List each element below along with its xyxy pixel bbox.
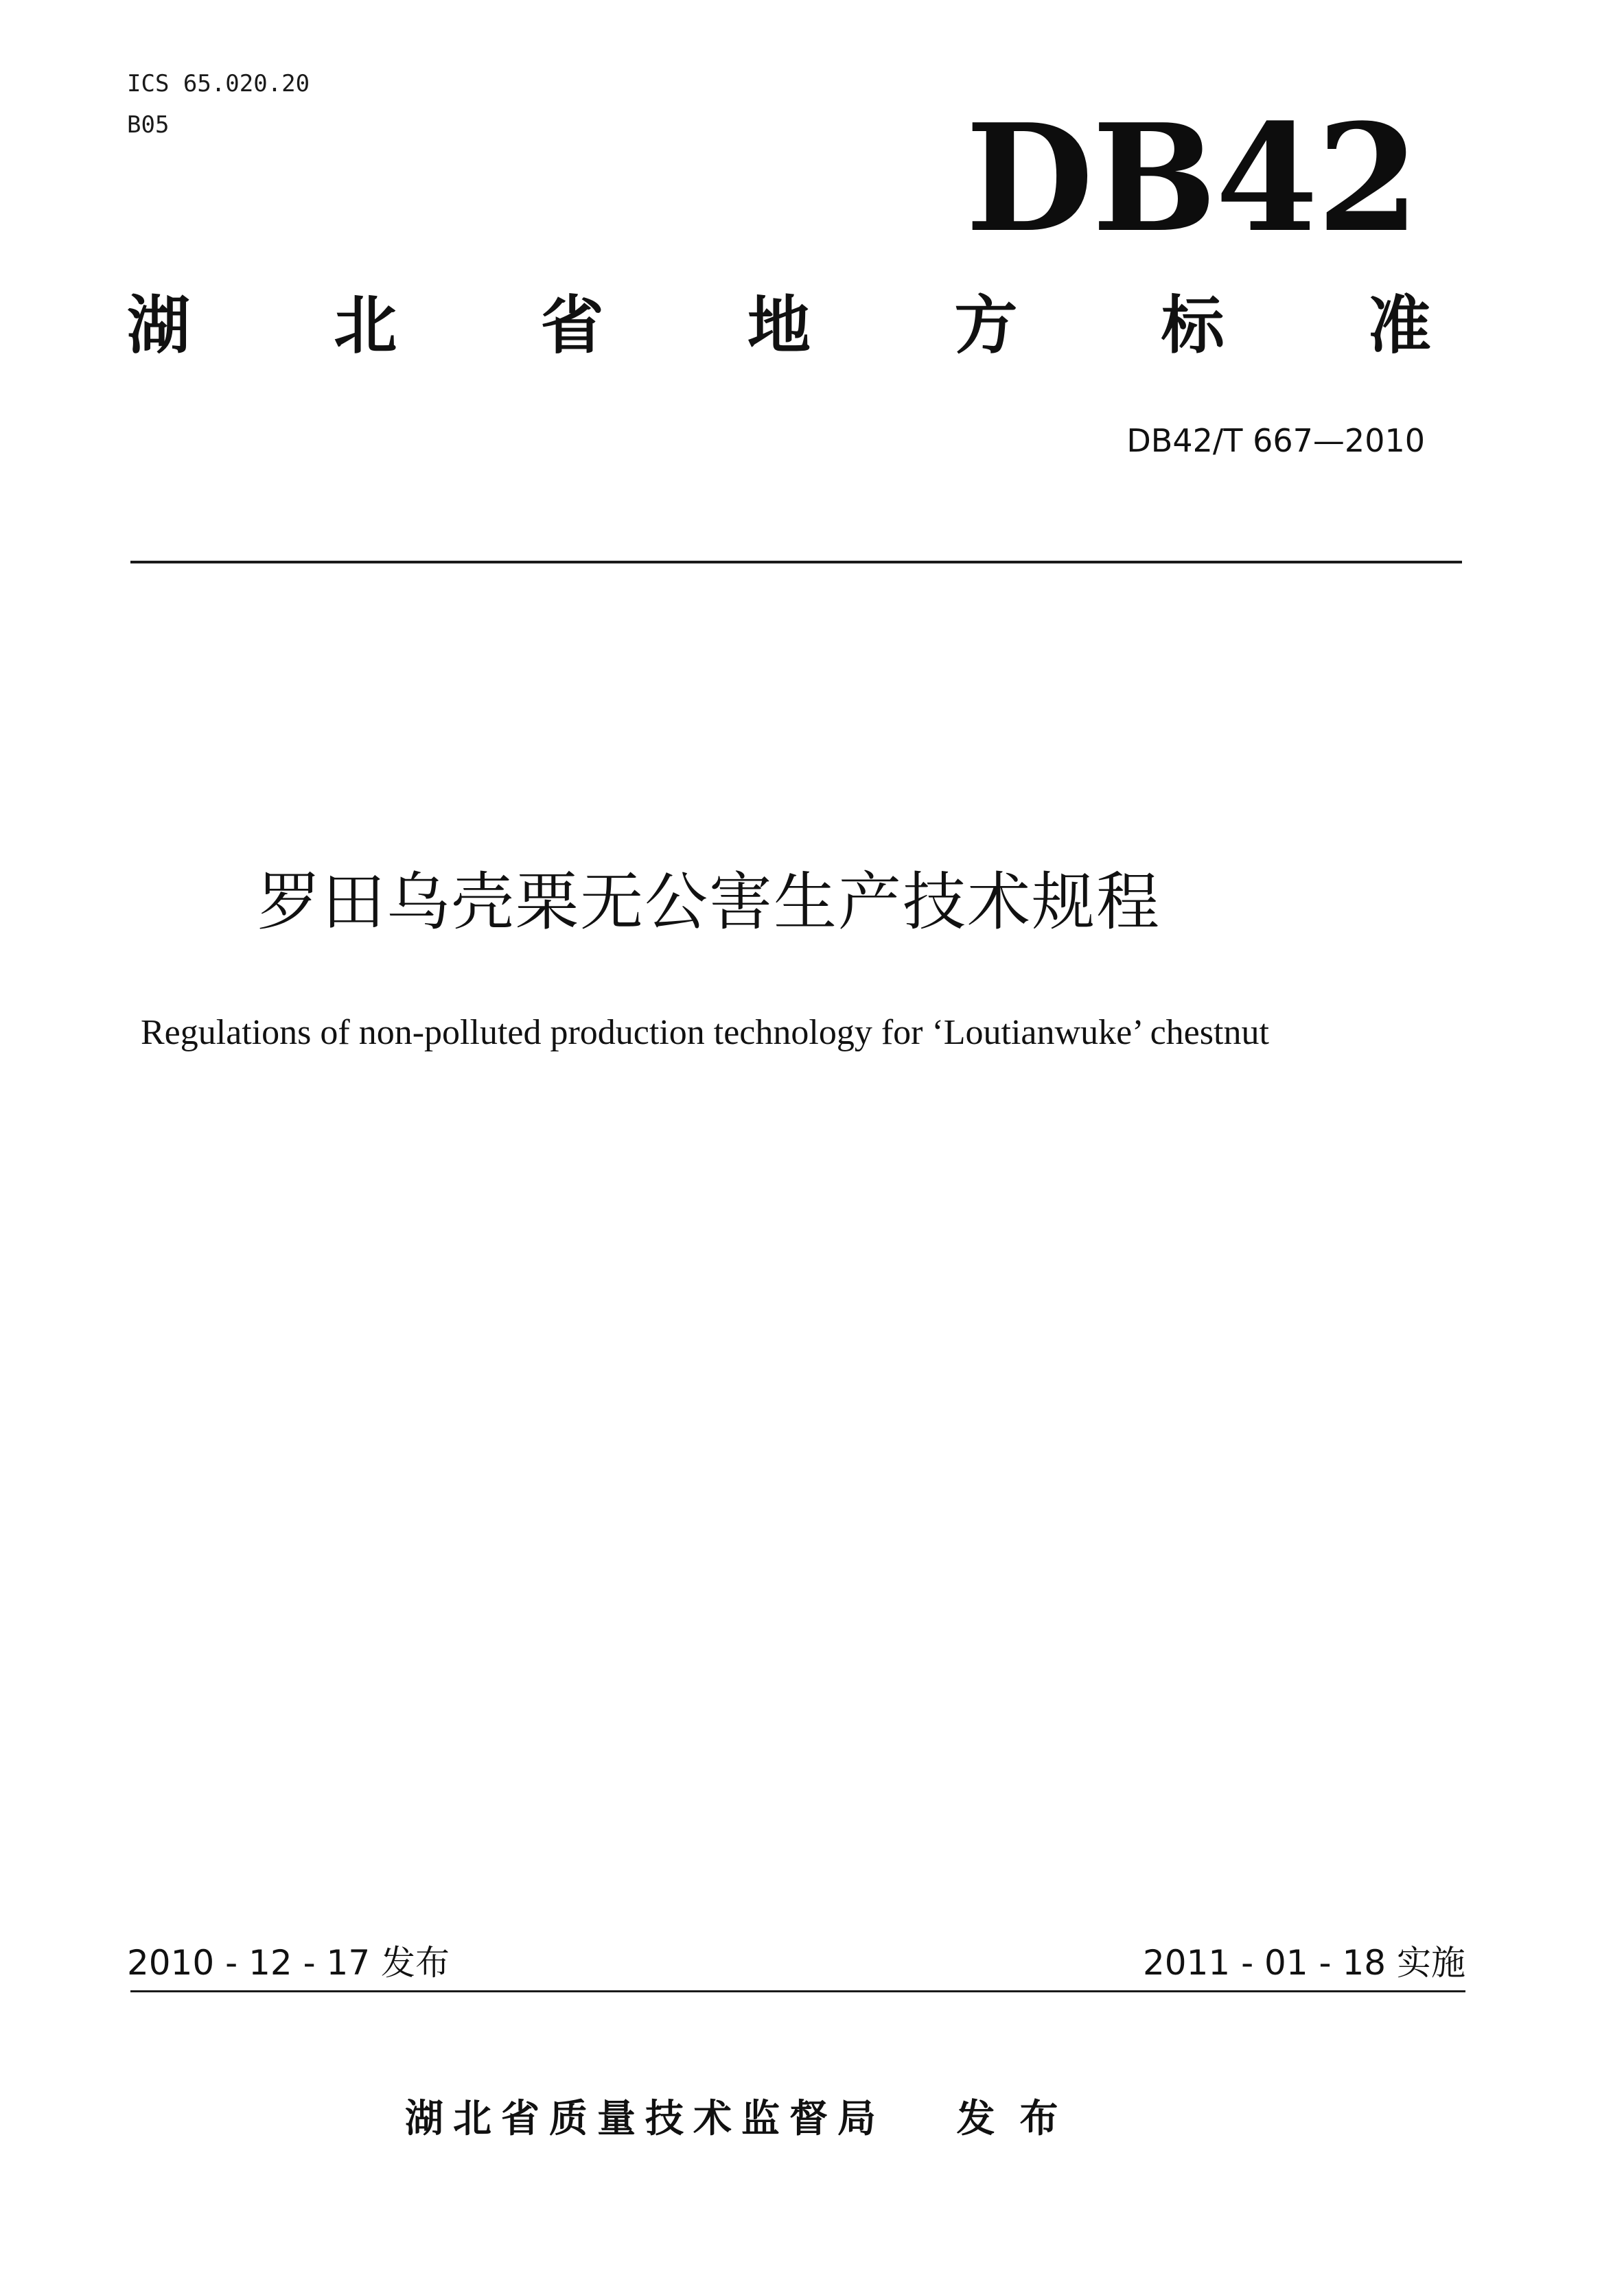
ics-code: ICS 65.020.20 bbox=[127, 70, 310, 97]
publisher-line bbox=[405, 2092, 1083, 2147]
title-english: Regulations of non-polluted production technology for ‘Loutianwuke’ chestnut bbox=[141, 1013, 1269, 1052]
date-row bbox=[127, 1939, 1465, 1987]
standard-type-char: 准 bbox=[1367, 289, 1431, 362]
effective-date: 2011 - 01 - 18 实施 bbox=[1142, 1943, 1465, 1983]
ccs-code: B05 bbox=[127, 111, 170, 139]
issue-date: 2010 - 12 - 17 发布 bbox=[127, 1943, 450, 1983]
standard-type-char: 地 bbox=[747, 289, 811, 362]
standard-type-heading bbox=[127, 288, 1431, 364]
standard-number: DB42/T 667—2010 bbox=[1126, 422, 1425, 459]
standard-type-char: 湖 bbox=[127, 289, 191, 362]
title-chinese: 罗田乌壳栗无公害生产技术规程 bbox=[257, 865, 1161, 939]
standard-type-char: 北 bbox=[334, 289, 397, 362]
standard-type-char: 标 bbox=[1161, 289, 1225, 362]
publisher-name: 湖北省质量技术监督局 bbox=[405, 2097, 885, 2141]
standard-type-char: 省 bbox=[540, 289, 604, 362]
classification-codes bbox=[127, 63, 310, 145]
header-divider bbox=[130, 561, 1462, 563]
standard-logo: DB42 bbox=[965, 91, 1418, 265]
standard-type-char: 方 bbox=[954, 289, 1018, 362]
footer-divider bbox=[130, 1990, 1465, 1992]
publish-label: 发布 bbox=[956, 2097, 1083, 2141]
